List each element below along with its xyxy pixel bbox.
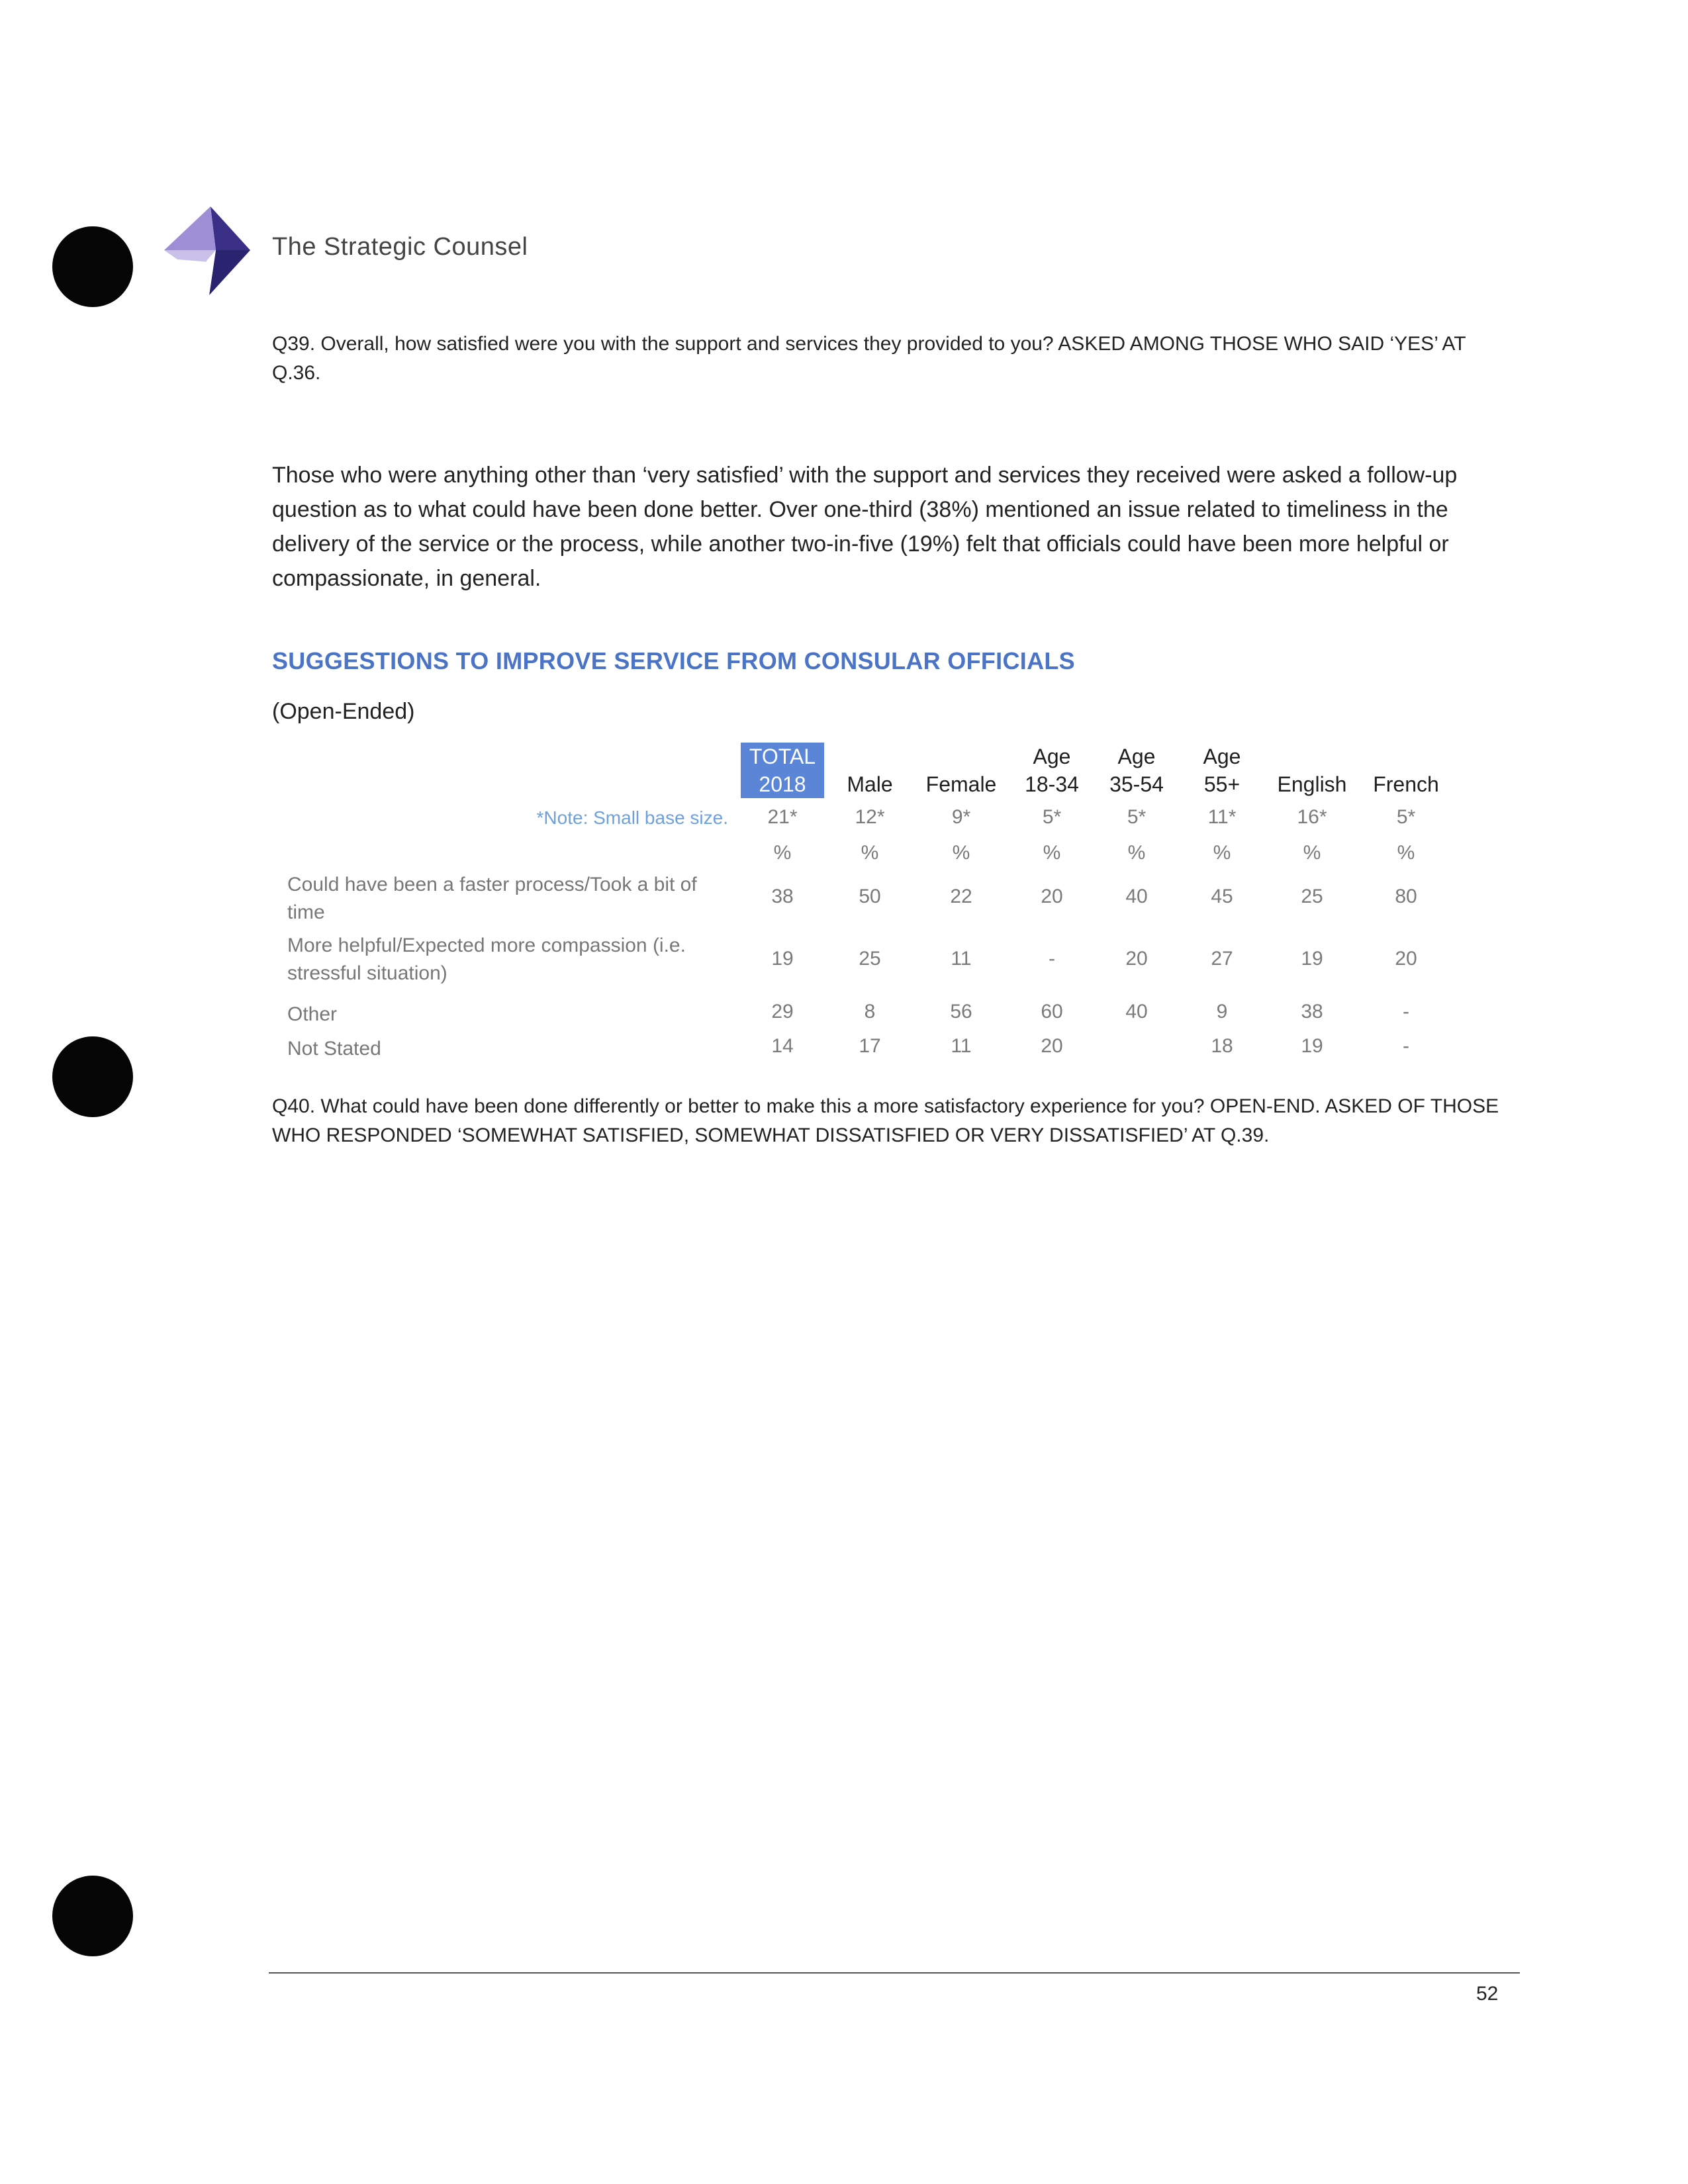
intro-paragraph: Those who were anything other than ‘very satisfied’ with the support and services they received were asked a follow-up question as to what could have been done better. Over one-third (38%) mentioned an issue related to timeliness in the delivery of the service or the process, while another two-in-five (19%) felt that officials could have been more helpful or compassionate, in general. (272, 463, 1458, 591)
column-header-2 (918, 743, 1004, 798)
column-header-line1: Age (1117, 745, 1156, 768)
column-header-4 (1100, 743, 1173, 798)
column-header-line2: Female (925, 772, 997, 796)
table-cell: 25 (1301, 886, 1323, 907)
column-base-size: 9* (951, 806, 971, 828)
binder-hole-bottom (52, 1876, 133, 1956)
table-cell: 11 (951, 948, 972, 970)
binder-hole-top (52, 226, 133, 307)
row-label: More helpful/Expected more compassion (i.e. stressful situation) (287, 934, 686, 984)
q40-note: Q40. What could have been done differently or better to make this a more satisfactory experience for you? OPEN-END. ASKED OF THOSE WHO RESPONDED ‘SOMEWHAT SATISFIED, SOMEWHAT DISSATISFIED OR VERY DISSATISFIED’ AT Q.39. (272, 1095, 1499, 1146)
column-unit: % (1397, 842, 1415, 864)
small-base-note: *Note: Small base size. (536, 807, 728, 828)
column-unit: % (1127, 842, 1146, 864)
column-header-5 (1192, 743, 1252, 798)
table-cell: 8 (864, 1001, 876, 1023)
column-header-line1: Age (1033, 745, 1071, 768)
table-cell: 9 (1216, 1001, 1228, 1023)
section-subtitle: (Open-Ended) (272, 699, 415, 724)
column-header-line2: 18-34 (1025, 772, 1079, 796)
table-cell: 45 (1211, 886, 1233, 907)
column-header-line1 (918, 743, 1004, 770)
row-label: Other (287, 1003, 338, 1025)
table-cell: 20 (1041, 886, 1063, 907)
table-cell: 19 (771, 948, 794, 970)
brand-name: The Strategic Counsel (272, 233, 528, 261)
column-unit: % (1043, 842, 1061, 864)
table-cell: 56 (950, 1001, 972, 1023)
table-cell: 38 (771, 886, 794, 907)
column-header-7 (1366, 743, 1446, 798)
column-header-line1 (1272, 743, 1352, 770)
column-header-line1: TOTAL (749, 745, 816, 768)
column-unit: % (1303, 842, 1321, 864)
table-cell: 18 (1211, 1035, 1233, 1057)
row-label: Could have been a faster process/Took a bit of time (287, 874, 697, 923)
table-cell: 25 (859, 948, 881, 970)
strategic-counsel-logo-icon (164, 206, 250, 295)
column-unit: % (1213, 842, 1231, 864)
column-header-line1 (1366, 743, 1446, 770)
column-base-size: 5* (1127, 806, 1147, 828)
table-cell: 50 (859, 886, 881, 907)
table-cell: 14 (771, 1035, 794, 1057)
column-header-line2: French (1373, 772, 1439, 796)
table-cell: - (1403, 1035, 1409, 1057)
column-base-size: 21* (767, 806, 798, 828)
column-base-size: 12* (855, 806, 885, 828)
table-cell: 20 (1041, 1035, 1063, 1057)
column-header-line2: 55+ (1203, 772, 1241, 796)
table-cell: 60 (1041, 1001, 1063, 1023)
column-header-line1: Age (1203, 745, 1241, 768)
column-header-1 (833, 743, 906, 798)
table-cell: 38 (1301, 1001, 1323, 1023)
column-header-6 (1272, 743, 1352, 798)
table-cell: - (1403, 1001, 1409, 1023)
column-base-size: 5* (1042, 806, 1062, 828)
binder-hole-middle (52, 1036, 133, 1117)
column-base-size: 11* (1207, 806, 1237, 828)
row-label: Not Stated (287, 1038, 381, 1060)
table-cell: - (1049, 948, 1055, 970)
table-cell: 29 (771, 1001, 794, 1023)
table-cell: 19 (1301, 1035, 1323, 1057)
column-unit: % (773, 842, 792, 864)
table-cell: 20 (1125, 948, 1148, 970)
table-cell: 22 (950, 886, 972, 907)
column-unit: % (861, 842, 879, 864)
table-cell: 40 (1125, 1001, 1148, 1023)
table-cell: 20 (1395, 948, 1417, 970)
page-number: 52 (1476, 1983, 1499, 2005)
table-cell: 40 (1125, 886, 1148, 907)
table-cell: 80 (1395, 886, 1417, 907)
column-header-line2: English (1277, 772, 1347, 796)
footer-rule (269, 1972, 1520, 1974)
column-unit: % (952, 842, 970, 864)
section-title: SUGGESTIONS TO IMPROVE SERVICE FROM CONSULAR OFFICIALS (272, 647, 1075, 674)
table-cell: 27 (1211, 948, 1233, 970)
column-base-size: 5* (1396, 806, 1416, 828)
table-cell: 17 (859, 1035, 881, 1057)
column-header-line2: 2018 (759, 772, 806, 796)
column-header-line2: 35-54 (1109, 772, 1164, 796)
table-cell: 11 (951, 1035, 972, 1057)
table-cell: 19 (1301, 948, 1323, 970)
q39-note: Q39. Overall, how satisfied were you with the support and services they provided to you? ASKED AMONG THOSE WHO SAID ‘YES’ AT Q.36. (272, 333, 1466, 384)
column-header-0 (741, 743, 824, 798)
column-header-line1 (833, 743, 906, 770)
column-base-size: 16* (1297, 806, 1327, 828)
column-header-line2: Male (847, 772, 893, 796)
column-header-3 (1015, 743, 1088, 798)
